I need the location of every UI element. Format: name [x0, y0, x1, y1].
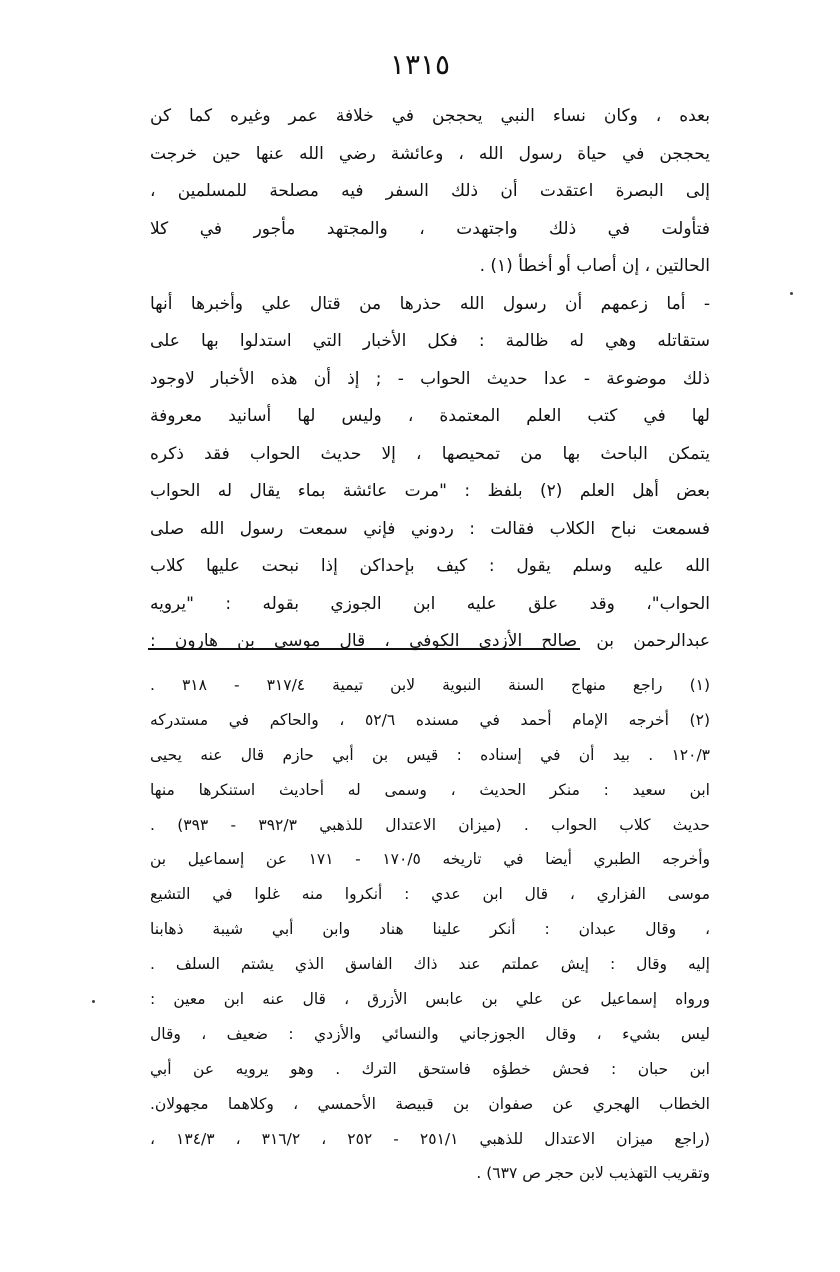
- body-line: ذلك موضوعة - عدا حديث الحواب - ; إذ أن هذه الأخبار لاوجود: [150, 368, 710, 389]
- footnote-line: وتقريب التهذيب لابن حجر ص ٦٣٧) .: [476, 1164, 710, 1183]
- body-line: الحواب"، وقد علق عليه ابن الجوزي بقوله : "يرويه: [150, 593, 710, 614]
- body-line: يحججن في حياة رسول الله ، وعائشة رضي الله عنها حين خرجت: [150, 143, 710, 164]
- footnote-line: (١) راجع منهاج السنة النبوية لابن تيمية ٣١٧/٤ - ٣١٨ .: [150, 676, 710, 694]
- footnote-line: (راجع ميزان الاعتدال للذهبي ٢٥١/١ - ٢٥٢ ، ٣١٦/٢ ، ١٣٤/٣ ،: [150, 1129, 710, 1148]
- body-line: الحالتين ، إن أصاب أو أخطأ (١) .: [479, 256, 710, 276]
- footnote-line: ابن حبان : فحش خطؤه فاستحق الترك . وهو يرويه عن أبي: [150, 1059, 710, 1078]
- footnote-line: وأخرجه الطبري أيضا في تاريخه ١٧٠/٥ - ١٧١ عن إسماعيل بن: [150, 850, 710, 869]
- body-line: بعده ، وكان نساء النبي يحججن في خلافة عمر وغيره كما كن: [150, 106, 710, 126]
- body-line: عبدالرحمن بن صالح الأزدي الكوفي ، قال موسى بن هارون :: [150, 631, 710, 651]
- main-text: [150, 98, 710, 661]
- scan-speck: [790, 292, 793, 295]
- footnote-line: (٢) أخرجه الإمام أحمد في مسنده ٥٢/٦ ، والحاكم في مستدركه: [150, 710, 710, 729]
- footnote-line: ابن سعيد : منكر الحديث ، وسمى له أحاديث استنكرها منها: [150, 780, 710, 799]
- footnote-line: ليس بشيء ، وقال الجوزجاني والنسائي والأزدي : ضعيف ، وقال: [150, 1024, 710, 1043]
- body-line: لها في كتب العلم المعتمدة ، وليس لها أسانيد معروفة: [150, 406, 710, 426]
- footnote-line: إليه وقال : إيش عملتم عند ذاك الفاسق الذي يشتم السلف .: [150, 955, 710, 974]
- body-line: بعض أهل العلم (٢) بلفظ : "مرت عائشة بماء يقال له الحواب: [150, 481, 710, 501]
- footnotes: [150, 668, 710, 1191]
- footnote-divider: [148, 648, 580, 650]
- body-line: فتأولت في ذلك واجتهدت ، والمجتهد مأجور في كلا: [150, 218, 710, 239]
- body-line: - أما زعمهم أن رسول الله حذرها من قتال علي وأخبرها أنها: [150, 293, 710, 314]
- body-line: ستقاتله وهي له ظالمة : فكل الأخبار التي استدلوا بها على: [150, 331, 710, 351]
- footnote-line: ورواه إسماعيل عن علي بن عابس الأزرق ، قال عنه ابن معين :: [150, 990, 710, 1009]
- body-line: فسمعت نباح الكلاب فقالت : ردوني فإني سمعت رسول الله صلى: [150, 518, 710, 539]
- body-line: إلى البصرة اعتقدت أن ذلك السفر فيه مصلحة للمسلمين ،: [150, 181, 710, 201]
- footnote-line: ١٢٠/٣ . بيد أن في إسناده : قيس بن أبي حازم قال عنه يحيى: [150, 745, 710, 764]
- footnote-line: ، وقال عبدان : أنكر علينا هناد وابن أبي شيبة ذهابنا: [150, 920, 710, 939]
- footnote-line: الخطاب الهجري عن صفوان بن قبيصة الأحمسي ، وكلاهما مجهولان.: [150, 1094, 710, 1113]
- footnote-line: حديث كلاب الحواب . (ميزان الاعتدال للذهبي ٣٩٢/٣ - ٣٩٣) .: [150, 815, 710, 834]
- scan-speck: [92, 1000, 95, 1003]
- body-line: الله عليه وسلم يقول : كيف بإحداكن إذا نبحت عليها كلاب: [150, 556, 710, 576]
- footnote-line: موسى الفزاري ، قال ابن عدي : أنكروا منه غلوا في التشيع: [150, 885, 710, 904]
- body-line: يتمكن الباحث بها من تمحيصها ، إلا حديث الحواب فقد ذكره: [150, 443, 710, 464]
- page-number: ١٣١٥: [389, 48, 451, 81]
